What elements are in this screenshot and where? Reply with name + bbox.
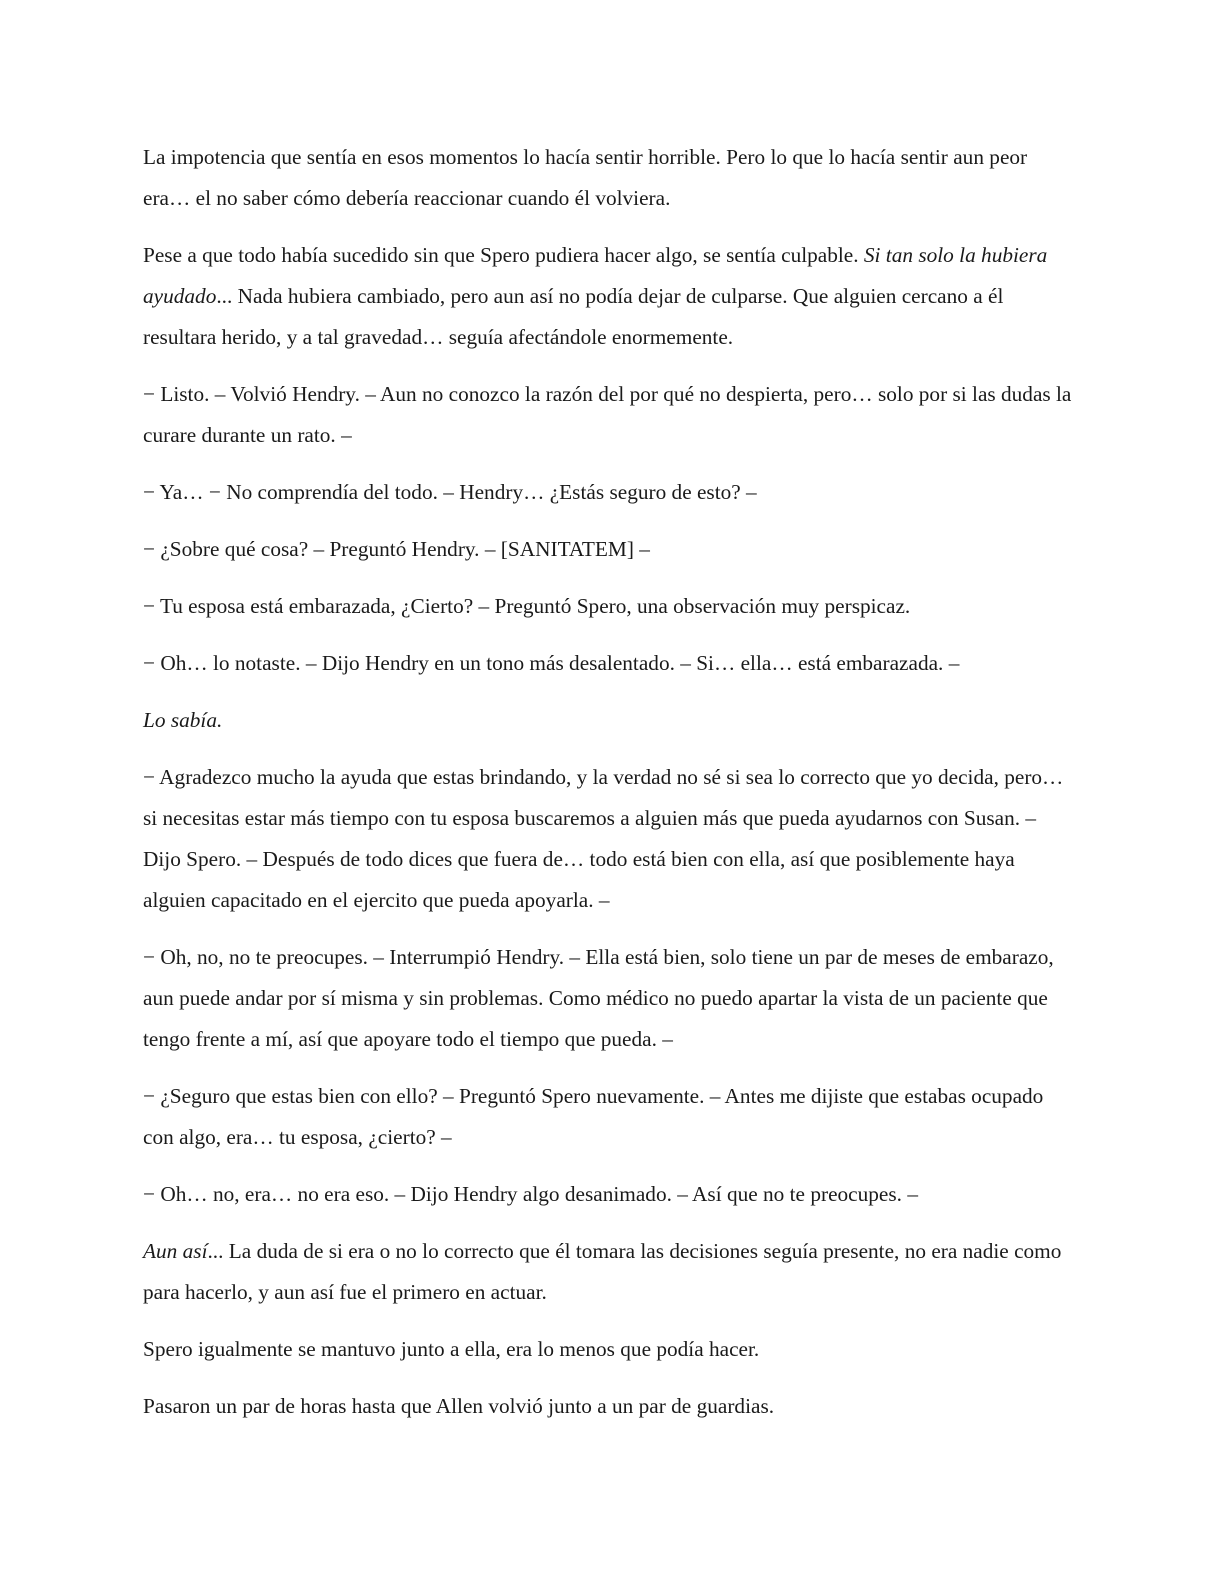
body-paragraph — [143, 137, 1078, 219]
body-paragraph — [143, 937, 1078, 1060]
text-run: La impotencia que sentía en esos momentos lo hacía sentir horrible. Pero lo que lo hacía sentir aun peor era… el no saber cómo debería reaccionar cuando él volviera. — [143, 145, 1028, 210]
text-run: Spero igualmente se mantuvo junto a ella, era lo menos que podía hacer. — [143, 1337, 760, 1361]
text-run: Pasaron un par de horas hasta que Allen volvió junto a un par de guardias. — [143, 1394, 775, 1418]
body-paragraph — [143, 529, 1078, 570]
text-run: − ¿Seguro que estas bien con ello? – Preguntó Spero nuevamente. – Antes me dijiste que estabas ocupado con algo, era… tu esposa, ¿cierto? – — [143, 1084, 1044, 1149]
text-run: − Oh, no, no te preocupes. – Interrumpió Hendry. – Ella está bien, solo tiene un par de meses de embarazo, aun puede andar por sí misma y sin problemas. Como médico no puedo apartar la vista de un paciente que tengo frente a mí, así que apoyare todo el tiempo que pueda. – — [143, 945, 1054, 1051]
body-paragraph — [143, 586, 1078, 627]
italic-text-run: Si tan solo la hubiera ayudado — [143, 243, 1048, 308]
body-paragraph — [143, 1329, 1078, 1370]
italic-text-run: Aun así — [143, 1239, 208, 1263]
body-paragraph — [143, 472, 1078, 513]
body-paragraph — [143, 374, 1078, 456]
text-run: Pese a que todo había sucedido sin que Spero pudiera hacer algo, se sentía culpable. — [143, 243, 864, 267]
text-run: − ¿Sobre qué cosa? – Preguntó Hendry. – [SANITATEM] – — [143, 537, 650, 561]
document-page — [143, 137, 1078, 1443]
text-run: − Agradezco mucho la ayuda que estas brindando, y la verdad no sé si sea lo correcto que yo decida, pero… si necesitas estar más tiempo con tu esposa buscaremos a alguien más que pueda ayudarnos con Susan. – Dijo Spero. – Después de todo dices que fuera de… todo está bien con ella, así que posiblemente haya alguien capacitado en el ejercito que pueda apoyarla. – — [143, 765, 1064, 912]
body-paragraph — [143, 235, 1078, 358]
text-run: ... Nada hubiera cambiado, pero aun así no podía dejar de culparse. Que alguien cercano a él resultara herido, y a tal gravedad… seguía afectándole enormemente. — [143, 284, 1004, 349]
body-paragraph — [143, 757, 1078, 921]
body-paragraph — [143, 700, 1078, 741]
body-paragraph — [143, 643, 1078, 684]
body-paragraph — [143, 1231, 1078, 1313]
italic-text-run: Lo sabía. — [143, 708, 223, 732]
body-paragraph — [143, 1174, 1078, 1215]
text-run: − Ya… − No comprendía del todo. – Hendry… ¿Estás seguro de esto? – — [143, 480, 757, 504]
text-run: − Tu esposa está embarazada, ¿Cierto? – Preguntó Spero, una observación muy perspicaz. — [143, 594, 911, 618]
text-run: ... La duda de si era o no lo correcto que él tomara las decisiones seguía presente, no era nadie como para hacerlo, y aun así fue el primero en actuar. — [143, 1239, 1062, 1304]
text-run: − Oh… no, era… no era eso. – Dijo Hendry algo desanimado. – Así que no te preocupes. – — [143, 1182, 918, 1206]
body-paragraph — [143, 1076, 1078, 1158]
text-run: − Oh… lo notaste. – Dijo Hendry en un tono más desalentado. – Si… ella… está embarazada. – — [143, 651, 960, 675]
body-paragraph — [143, 1386, 1078, 1427]
text-run: − Listo. – Volvió Hendry. – Aun no conozco la razón del por qué no despierta, pero… solo por si las dudas la curare durante un rato. – — [143, 382, 1072, 447]
